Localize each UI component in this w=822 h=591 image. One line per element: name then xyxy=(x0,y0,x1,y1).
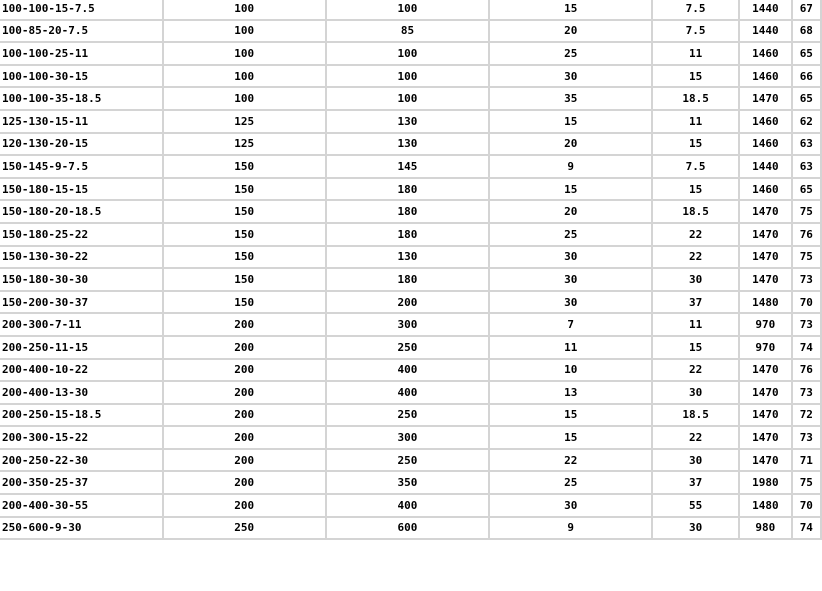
value-cell-4: 15 xyxy=(652,336,739,359)
table-row xyxy=(0,178,821,201)
value-cell-6: 73 xyxy=(792,381,821,404)
value-cell-6: 63 xyxy=(792,155,821,178)
model-cell: 150-145-9-7.5 xyxy=(0,155,163,178)
value-cell-5: 970 xyxy=(739,313,792,336)
value-cell-6: 65 xyxy=(792,178,821,201)
model-cell: 100-85-20-7.5 xyxy=(0,20,163,43)
value-cell-1: 200 xyxy=(163,404,326,427)
value-cell-2: 300 xyxy=(326,313,490,336)
model-cell: 200-400-30-55 xyxy=(0,494,163,517)
table-row xyxy=(0,381,821,404)
value-cell-2: 400 xyxy=(326,494,490,517)
value-cell-3: 30 xyxy=(489,291,652,314)
value-cell-5: 1440 xyxy=(739,155,792,178)
value-cell-1: 200 xyxy=(163,359,326,382)
value-cell-3: 20 xyxy=(489,200,652,223)
model-cell: 200-400-13-30 xyxy=(0,381,163,404)
value-cell-3: 30 xyxy=(489,65,652,88)
value-cell-2: 600 xyxy=(326,517,490,540)
value-cell-4: 22 xyxy=(652,246,739,269)
value-cell-6: 73 xyxy=(792,426,821,449)
model-cell: 100-100-25-11 xyxy=(0,42,163,65)
value-cell-1: 100 xyxy=(163,20,326,43)
model-cell: 150-180-30-30 xyxy=(0,268,163,291)
value-cell-5: 1980 xyxy=(739,471,792,494)
value-cell-6: 63 xyxy=(792,133,821,156)
value-cell-4: 18.5 xyxy=(652,87,739,110)
value-cell-5: 1470 xyxy=(739,87,792,110)
value-cell-1: 150 xyxy=(163,200,326,223)
value-cell-4: 15 xyxy=(652,65,739,88)
value-cell-1: 100 xyxy=(163,87,326,110)
value-cell-3: 25 xyxy=(489,42,652,65)
model-cell: 150-200-30-37 xyxy=(0,291,163,314)
value-cell-1: 150 xyxy=(163,246,326,269)
value-cell-2: 100 xyxy=(326,65,490,88)
value-cell-3: 15 xyxy=(489,110,652,133)
value-cell-4: 7.5 xyxy=(652,20,739,43)
value-cell-2: 250 xyxy=(326,336,490,359)
value-cell-4: 30 xyxy=(652,268,739,291)
value-cell-5: 1470 xyxy=(739,404,792,427)
value-cell-6: 65 xyxy=(792,42,821,65)
value-cell-3: 15 xyxy=(489,426,652,449)
value-cell-6: 74 xyxy=(792,517,821,540)
model-cell: 120-130-20-15 xyxy=(0,133,163,156)
value-cell-4: 18.5 xyxy=(652,404,739,427)
value-cell-4: 15 xyxy=(652,133,739,156)
table-row xyxy=(0,517,821,540)
value-cell-5: 1460 xyxy=(739,178,792,201)
value-cell-1: 150 xyxy=(163,155,326,178)
table-row xyxy=(0,471,821,494)
value-cell-5: 970 xyxy=(739,336,792,359)
value-cell-6: 66 xyxy=(792,65,821,88)
value-cell-4: 37 xyxy=(652,471,739,494)
value-cell-5: 1460 xyxy=(739,42,792,65)
value-cell-1: 125 xyxy=(163,133,326,156)
value-cell-6: 70 xyxy=(792,494,821,517)
value-cell-3: 7 xyxy=(489,313,652,336)
value-cell-2: 400 xyxy=(326,359,490,382)
model-cell: 150-180-15-15 xyxy=(0,178,163,201)
value-cell-6: 71 xyxy=(792,449,821,472)
value-cell-4: 11 xyxy=(652,110,739,133)
value-cell-2: 350 xyxy=(326,471,490,494)
value-cell-1: 200 xyxy=(163,336,326,359)
value-cell-5: 1470 xyxy=(739,426,792,449)
value-cell-2: 400 xyxy=(326,381,490,404)
value-cell-2: 130 xyxy=(326,246,490,269)
model-cell: 150-130-30-22 xyxy=(0,246,163,269)
value-cell-5: 1470 xyxy=(739,246,792,269)
value-cell-4: 22 xyxy=(652,223,739,246)
table-row xyxy=(0,426,821,449)
value-cell-3: 15 xyxy=(489,404,652,427)
table-row xyxy=(0,313,821,336)
model-cell: 200-300-15-22 xyxy=(0,426,163,449)
value-cell-5: 1440 xyxy=(739,0,792,20)
table-row xyxy=(0,65,821,88)
table-row xyxy=(0,42,821,65)
value-cell-5: 1480 xyxy=(739,494,792,517)
value-cell-1: 150 xyxy=(163,268,326,291)
value-cell-3: 25 xyxy=(489,223,652,246)
value-cell-3: 22 xyxy=(489,449,652,472)
value-cell-2: 250 xyxy=(326,449,490,472)
model-cell: 100-100-30-15 xyxy=(0,65,163,88)
value-cell-4: 11 xyxy=(652,42,739,65)
value-cell-5: 1460 xyxy=(739,110,792,133)
value-cell-3: 11 xyxy=(489,336,652,359)
value-cell-6: 75 xyxy=(792,200,821,223)
value-cell-6: 70 xyxy=(792,291,821,314)
value-cell-5: 1470 xyxy=(739,449,792,472)
value-cell-4: 22 xyxy=(652,426,739,449)
value-cell-3: 30 xyxy=(489,246,652,269)
value-cell-1: 100 xyxy=(163,65,326,88)
value-cell-6: 72 xyxy=(792,404,821,427)
table-row xyxy=(0,133,821,156)
value-cell-3: 25 xyxy=(489,471,652,494)
model-cell: 100-100-35-18.5 xyxy=(0,87,163,110)
model-cell: 200-250-15-18.5 xyxy=(0,404,163,427)
value-cell-3: 9 xyxy=(489,517,652,540)
table-row xyxy=(0,494,821,517)
value-cell-2: 250 xyxy=(326,404,490,427)
table-row xyxy=(0,449,821,472)
value-cell-6: 76 xyxy=(792,359,821,382)
value-cell-6: 62 xyxy=(792,110,821,133)
value-cell-3: 30 xyxy=(489,268,652,291)
value-cell-2: 85 xyxy=(326,20,490,43)
value-cell-2: 180 xyxy=(326,178,490,201)
value-cell-3: 20 xyxy=(489,20,652,43)
value-cell-6: 76 xyxy=(792,223,821,246)
value-cell-1: 200 xyxy=(163,449,326,472)
value-cell-3: 10 xyxy=(489,359,652,382)
value-cell-2: 200 xyxy=(326,291,490,314)
value-cell-4: 30 xyxy=(652,517,739,540)
model-cell: 200-250-11-15 xyxy=(0,336,163,359)
value-cell-6: 67 xyxy=(792,0,821,20)
value-cell-1: 150 xyxy=(163,223,326,246)
table-row xyxy=(0,110,821,133)
value-cell-6: 73 xyxy=(792,313,821,336)
table-row xyxy=(0,246,821,269)
value-cell-1: 150 xyxy=(163,291,326,314)
table-row xyxy=(0,200,821,223)
value-cell-1: 200 xyxy=(163,426,326,449)
model-cell: 200-250-22-30 xyxy=(0,449,163,472)
model-cell: 150-180-20-18.5 xyxy=(0,200,163,223)
value-cell-5: 1470 xyxy=(739,200,792,223)
table-row xyxy=(0,404,821,427)
value-cell-2: 100 xyxy=(326,0,490,20)
value-cell-6: 74 xyxy=(792,336,821,359)
value-cell-1: 200 xyxy=(163,313,326,336)
model-cell: 150-180-25-22 xyxy=(0,223,163,246)
value-cell-3: 35 xyxy=(489,87,652,110)
value-cell-6: 75 xyxy=(792,246,821,269)
value-cell-3: 9 xyxy=(489,155,652,178)
value-cell-2: 180 xyxy=(326,223,490,246)
value-cell-4: 18.5 xyxy=(652,200,739,223)
value-cell-1: 200 xyxy=(163,381,326,404)
model-cell: 100-100-15-7.5 xyxy=(0,0,163,20)
value-cell-2: 130 xyxy=(326,110,490,133)
model-cell: 200-400-10-22 xyxy=(0,359,163,382)
value-cell-6: 75 xyxy=(792,471,821,494)
value-cell-4: 22 xyxy=(652,359,739,382)
table-row xyxy=(0,223,821,246)
value-cell-4: 11 xyxy=(652,313,739,336)
value-cell-5: 980 xyxy=(739,517,792,540)
model-cell: 200-300-7-11 xyxy=(0,313,163,336)
value-cell-5: 1470 xyxy=(739,359,792,382)
value-cell-1: 100 xyxy=(163,42,326,65)
value-cell-3: 15 xyxy=(489,0,652,20)
value-cell-5: 1470 xyxy=(739,268,792,291)
value-cell-1: 200 xyxy=(163,494,326,517)
value-cell-4: 7.5 xyxy=(652,155,739,178)
value-cell-2: 180 xyxy=(326,268,490,291)
value-cell-3: 15 xyxy=(489,178,652,201)
value-cell-2: 100 xyxy=(326,42,490,65)
value-cell-2: 145 xyxy=(326,155,490,178)
value-cell-4: 37 xyxy=(652,291,739,314)
value-cell-2: 100 xyxy=(326,87,490,110)
table-row xyxy=(0,0,821,20)
value-cell-4: 55 xyxy=(652,494,739,517)
value-cell-4: 7.5 xyxy=(652,0,739,20)
value-cell-6: 65 xyxy=(792,87,821,110)
table-row xyxy=(0,336,821,359)
model-cell: 250-600-9-30 xyxy=(0,517,163,540)
table-row xyxy=(0,87,821,110)
value-cell-4: 30 xyxy=(652,449,739,472)
value-cell-5: 1480 xyxy=(739,291,792,314)
value-cell-5: 1470 xyxy=(739,223,792,246)
value-cell-5: 1440 xyxy=(739,20,792,43)
table-row xyxy=(0,291,821,314)
table-row xyxy=(0,20,821,43)
table-row xyxy=(0,359,821,382)
model-cell: 125-130-15-11 xyxy=(0,110,163,133)
value-cell-4: 30 xyxy=(652,381,739,404)
value-cell-1: 125 xyxy=(163,110,326,133)
value-cell-1: 250 xyxy=(163,517,326,540)
value-cell-2: 130 xyxy=(326,133,490,156)
value-cell-1: 150 xyxy=(163,178,326,201)
value-cell-2: 180 xyxy=(326,200,490,223)
value-cell-5: 1460 xyxy=(739,65,792,88)
table-row xyxy=(0,155,821,178)
value-cell-1: 100 xyxy=(163,0,326,20)
value-cell-2: 300 xyxy=(326,426,490,449)
value-cell-3: 30 xyxy=(489,494,652,517)
value-cell-6: 68 xyxy=(792,20,821,43)
value-cell-1: 200 xyxy=(163,471,326,494)
value-cell-3: 13 xyxy=(489,381,652,404)
value-cell-4: 15 xyxy=(652,178,739,201)
value-cell-6: 73 xyxy=(792,268,821,291)
table-row xyxy=(0,268,821,291)
model-cell: 200-350-25-37 xyxy=(0,471,163,494)
value-cell-5: 1470 xyxy=(739,381,792,404)
value-cell-3: 20 xyxy=(489,133,652,156)
value-cell-5: 1460 xyxy=(739,133,792,156)
